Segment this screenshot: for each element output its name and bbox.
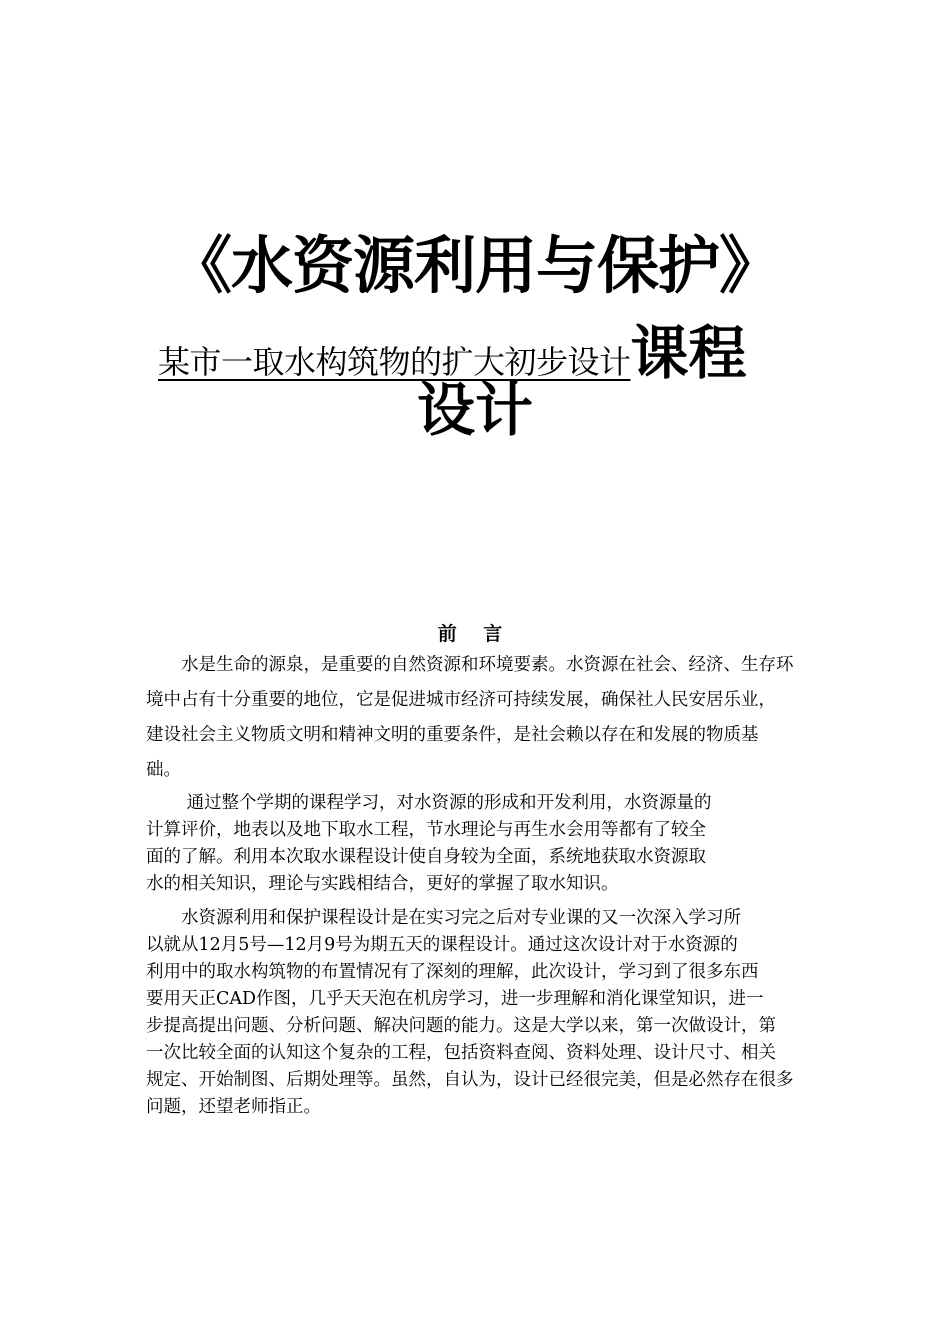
subtitle-suffix: 课程 — [630, 319, 747, 387]
subtitle-line-2: 设计 — [416, 376, 533, 444]
preface-paragraph-3: 水资源利用和保护课程设计是在实习完之后对专业课的又一次深入学习所 以就从12月5号—12月9号为期五天的课程设计。通过这次设计对于水资源的 利用中的取水构筑物的布置情况有了深刻的理解，此次设计，学习到了很多东西 要用天正CAD作图，几乎天天泡在机房学习，进一步理解和消化课堂知识，进一 步提高提出问题、分析问题、解决问题的能力。这是大学以来，第一次做设计，第 一次比较全面的认知这个复杂的工程，包括资料查阅、资料处理、设计尺寸、相关 规定、开始制图、后期处理等。虽然，自认为，设计已经很完美，但是必然存在很多 问题，还望老师指正。 — [146, 908, 794, 1117]
preface-paragraph-1: 水是生命的源泉，是重要的自然资源和环境要素。水资源在社会、经济、生存环 境中占有十分重要的地位，它是促进城市经济可持续发展，确保社人民安居乐业， 建设社会主义物质文明和精神文明的重要条件，是社会赖以存在和发展的物质基 础。 — [146, 655, 794, 780]
preface-paragraph-2: 通过整个学期的课程学习，对水资源的形成和开发利用，水资源量的 计算评价，地表以及地下取水工程，节水理论与再生水会用等都有了较全 面的了解。利用本次取水课程设计使自身较为全面，系统地获取水资源取 水的相关知识，理论与实践相结合，更好的掌握了取水知识。 — [146, 793, 712, 894]
subtitle-line — [158, 306, 747, 387]
subtitle-underlined-text: 某市一取水构筑物的扩大初步设计 — [158, 343, 631, 381]
preface-heading: 前 言 — [437, 623, 513, 645]
document-title: 《水资源利用与保护》 — [169, 229, 780, 302]
